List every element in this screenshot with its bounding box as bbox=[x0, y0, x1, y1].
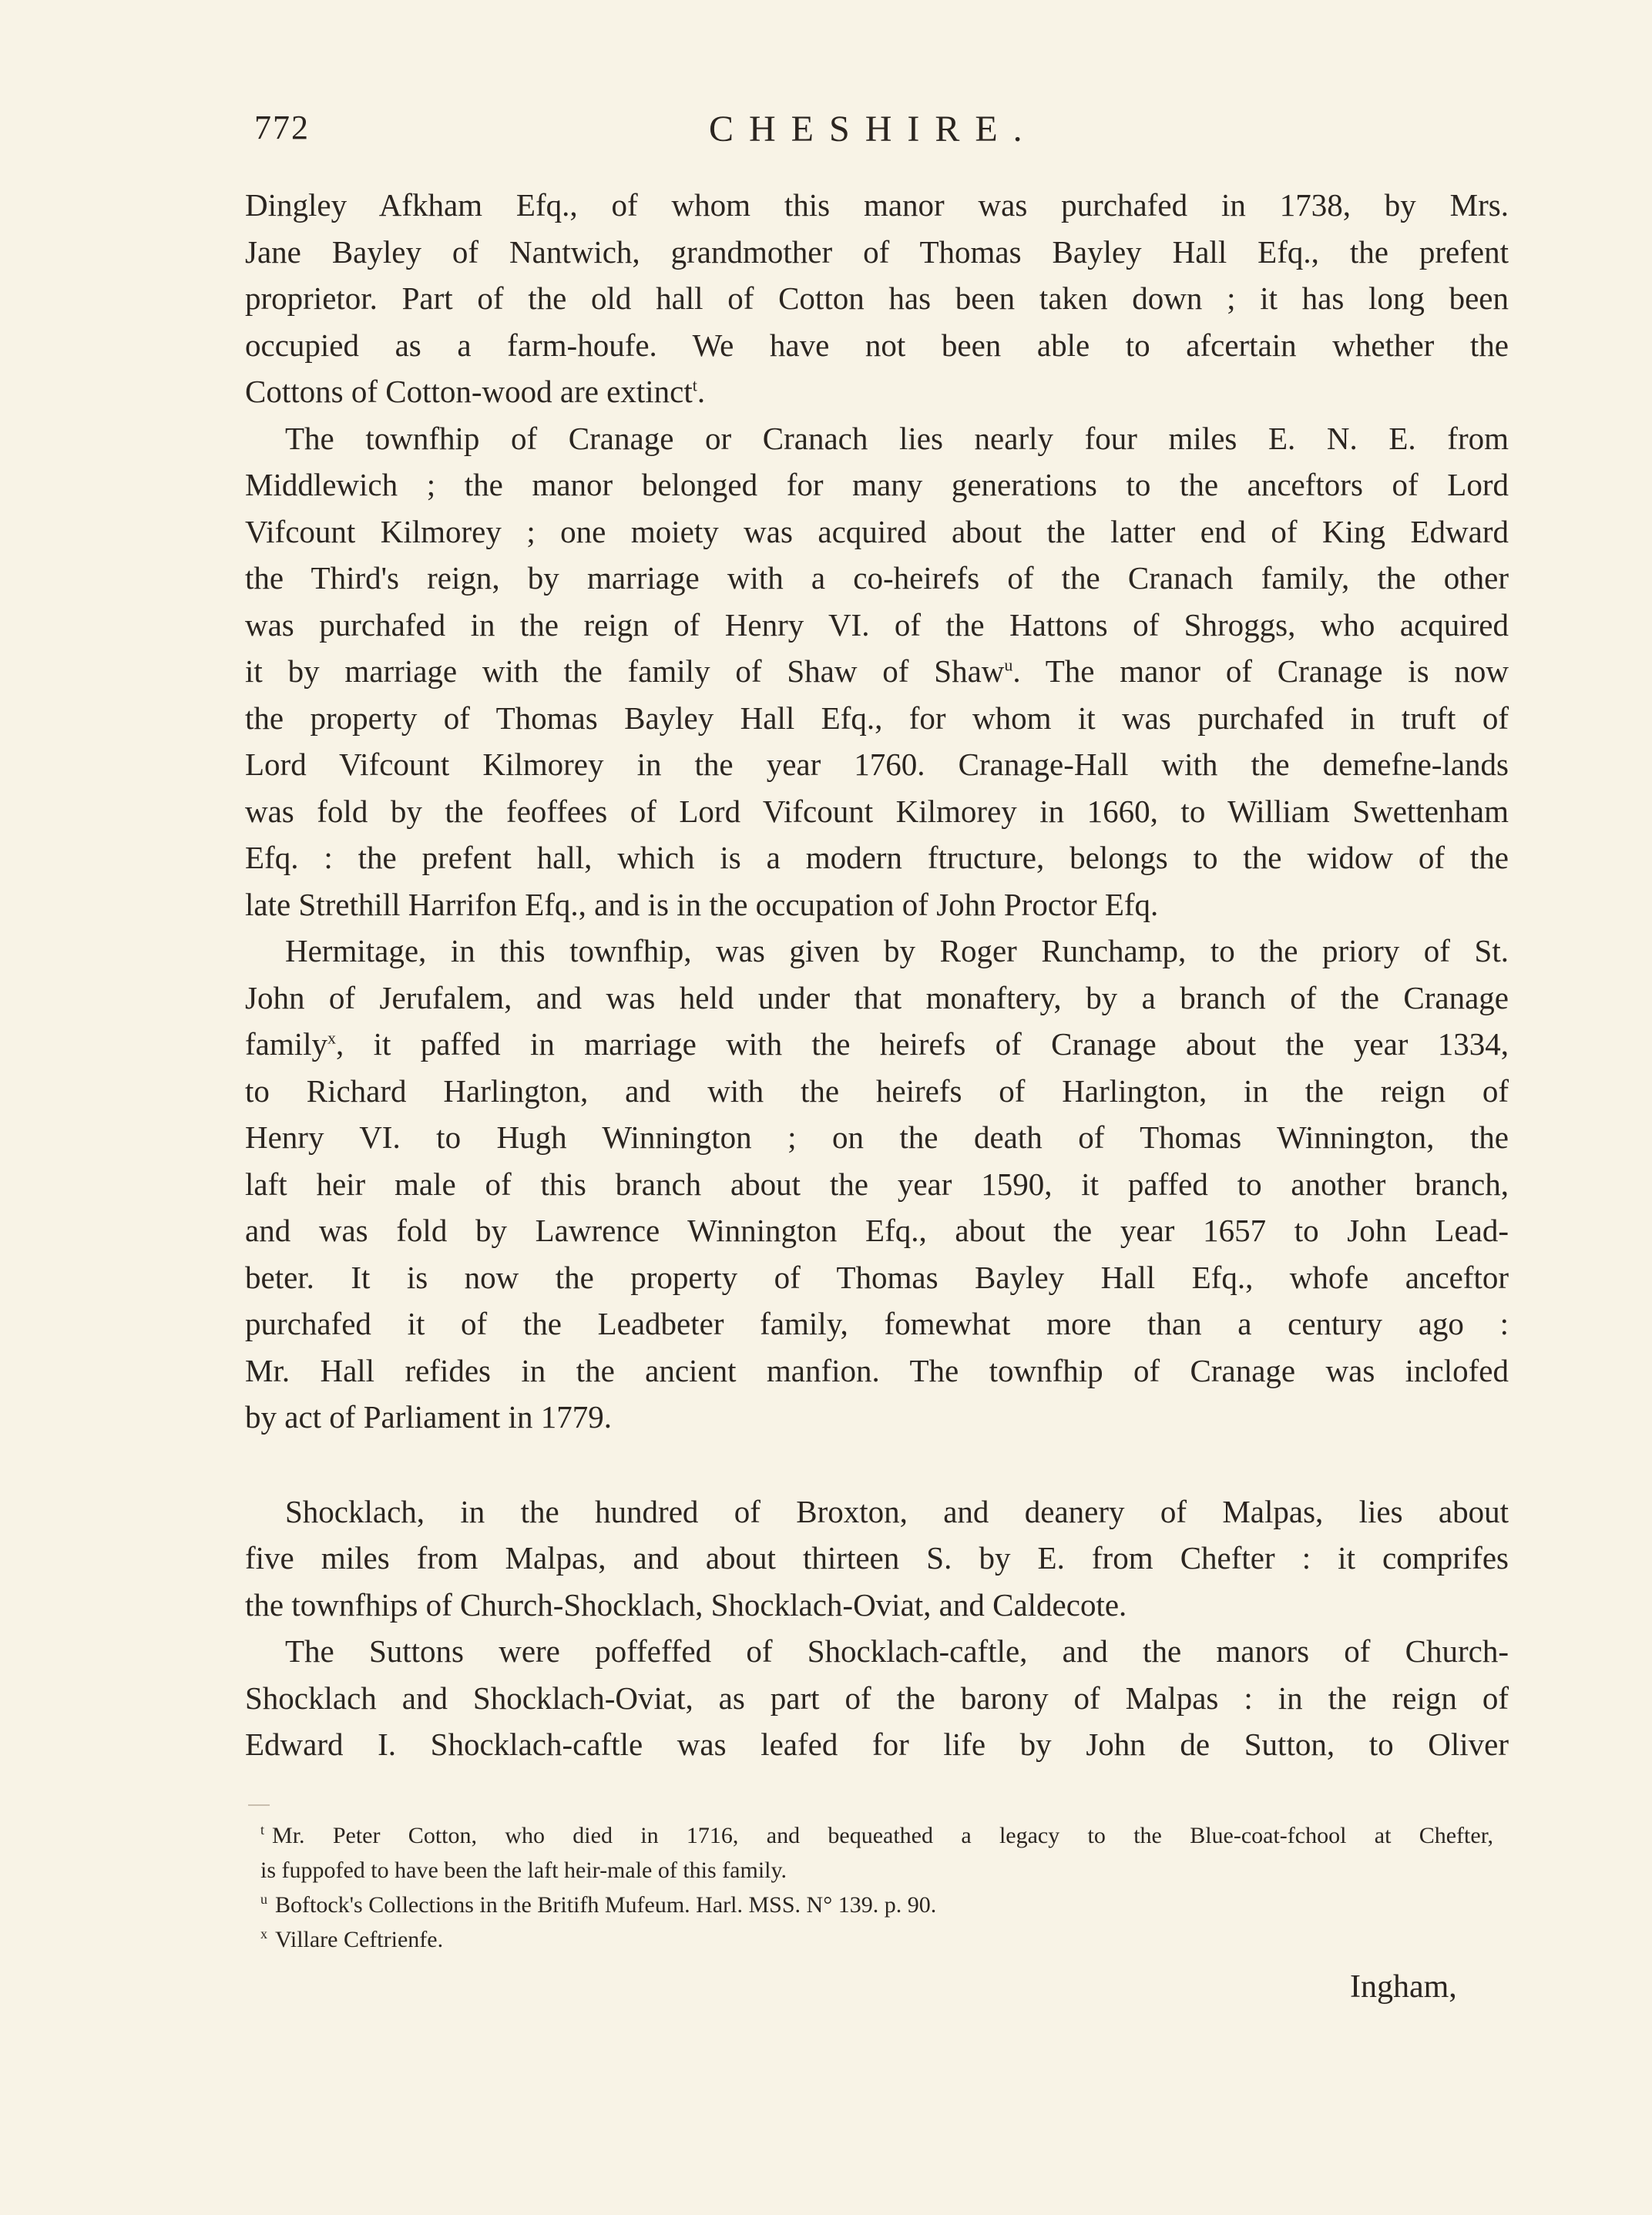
footnote-reference[interactable]: u bbox=[1004, 655, 1013, 675]
text-line-content: Edward I. Shocklach-caftle was leafed for life by John de Sutton, to Oliver bbox=[245, 1727, 1509, 1762]
text-line-content: five miles from Malpas, and about thirteen S. by E. from Chefter : it comprifes bbox=[245, 1540, 1509, 1576]
text-line-content: Hermitage, in this townfhip, was given by Roger Runchamp, to the priory of St. bbox=[285, 933, 1509, 968]
text-line bbox=[245, 182, 1509, 229]
text-line bbox=[245, 508, 1509, 555]
text-line-continuation: . The manor of Cranage is now bbox=[1012, 653, 1509, 689]
text-line bbox=[245, 1347, 1509, 1394]
paragraph-gap bbox=[245, 1441, 1509, 1488]
page-header bbox=[254, 108, 1526, 162]
text-line bbox=[245, 322, 1509, 369]
text-line-content: laft heir male of this branch about the year 1590, it paffed to another branch, bbox=[245, 1166, 1509, 1202]
footnote bbox=[260, 1818, 1493, 1853]
footnote-text: is fuppofed to have been the laft heir-male of this family. bbox=[260, 1858, 787, 1883]
text-line bbox=[245, 834, 1509, 881]
text-line bbox=[245, 602, 1509, 649]
text-line-content: by act of Parliament in 1779. bbox=[245, 1399, 612, 1435]
footnote bbox=[260, 1922, 1493, 1957]
running-title: CHESHIRE. bbox=[709, 109, 1038, 149]
footnote-reference[interactable]: x bbox=[327, 1028, 337, 1048]
text-line bbox=[245, 1254, 1509, 1301]
footnote-marker: u bbox=[260, 1891, 267, 1907]
text-line-content: Mr. Hall refides in the ancient manfion. The townfhip of Cranage was inclofed bbox=[245, 1352, 1509, 1388]
text-line-content: Lord Vifcount Kilmorey in the year 1760. Cranage-Hall with the demefne-lands bbox=[245, 747, 1509, 782]
text-line-content: The townfhip of Cranage or Cranach lies nearly four miles E. N. E. from bbox=[285, 420, 1509, 456]
text-line bbox=[245, 555, 1509, 602]
text-line bbox=[245, 1394, 1509, 1441]
text-line-content: to Richard Harlington, and with the heirefs of Harlington, in the reign of bbox=[245, 1072, 1509, 1109]
text-line bbox=[245, 1114, 1509, 1161]
text-line bbox=[245, 788, 1509, 835]
text-line bbox=[245, 648, 1509, 695]
text-line-continuation: , it paffed in marriage with the heirefs of Cranage about the year 1334, bbox=[336, 1026, 1509, 1062]
text-line bbox=[245, 275, 1509, 322]
footnotes bbox=[260, 1818, 1493, 1957]
text-line bbox=[245, 461, 1509, 508]
text-line-content: the townfhips of Church-Shocklach, Shocklach-Oviat, and Caldecote. bbox=[245, 1586, 1127, 1623]
text-line bbox=[245, 1068, 1509, 1115]
text-line bbox=[245, 1021, 1509, 1068]
text-line bbox=[245, 229, 1509, 276]
footnote bbox=[260, 1888, 1493, 1922]
text-line-content: it by marriage with the family of Shaw of Shaw bbox=[245, 653, 1005, 689]
footnote-text: Villare Ceftrienfe. bbox=[275, 1927, 444, 1952]
text-line bbox=[245, 415, 1509, 462]
text-line-content: The Suttons were poffeffed of Shocklach-caftle, and the manors of Church- bbox=[285, 1633, 1509, 1669]
footnote-text: Boftock's Collections in the Britifh Mufeum. Harl. MSS. N° 139. p. 90. bbox=[275, 1892, 937, 1918]
text-line bbox=[245, 1628, 1509, 1675]
text-line-content: Shocklach and Shocklach-Oviat, as part of the barony of Malpas : in the reign of bbox=[245, 1680, 1509, 1716]
footnote-rule bbox=[248, 1804, 270, 1806]
text-line bbox=[245, 1300, 1509, 1347]
text-line-content: Vifcount Kilmorey ; one moiety was acquired about the latter end of King Edward bbox=[245, 513, 1509, 549]
text-line-content: Shocklach, in the hundred of Broxton, and deanery of Malpas, lies about bbox=[285, 1493, 1509, 1529]
footnote bbox=[260, 1853, 1493, 1888]
text-line bbox=[245, 695, 1509, 742]
catchword: Ingham, bbox=[1350, 1969, 1457, 2005]
footnote-reference[interactable]: t bbox=[692, 375, 697, 395]
text-line-content: proprietor. Part of the old hall of Cotton has been taken down ; it has long been bbox=[245, 280, 1509, 316]
text-line-content: John of Jerufalem, and was held under that monaftery, by a branch of the Cranage bbox=[245, 979, 1509, 1015]
text-line bbox=[245, 975, 1509, 1022]
text-line-content: purchafed it of the Leadbeter family, fomewhat more than a century ago : bbox=[245, 1306, 1509, 1341]
text-line bbox=[245, 928, 1509, 975]
text-line bbox=[245, 1488, 1509, 1535]
text-line-content: family bbox=[245, 1026, 328, 1062]
text-line-content: Middlewich ; the manor belonged for many generations to the anceftors of Lord bbox=[245, 467, 1509, 502]
text-line bbox=[245, 368, 1509, 415]
footnote-text: Mr. Peter Cotton, who died in 1716, and bequeathed a legacy to the Blue-coat-fchool at Chefter, bbox=[272, 1823, 1493, 1848]
text-line-content: Jane Bayley of Nantwich, grandmother of Thomas Bayley Hall Efq., the prefent bbox=[245, 233, 1509, 270]
footnote-marker: x bbox=[260, 1926, 267, 1941]
page-number: 772 bbox=[254, 109, 310, 146]
text-line-content: Henry VI. to Hugh Winnington ; on the death of Thomas Winnington, the bbox=[245, 1119, 1509, 1155]
text-line-continuation: . bbox=[697, 374, 706, 409]
text-line-content: occupied as a farm-houfe. We have not been able to afcertain whether the bbox=[245, 327, 1509, 363]
text-line-content: Dingley Afkham Efq., of whom this manor was purchafed in 1738, by Mrs. bbox=[245, 187, 1509, 223]
text-line-content: was fold by the feoffees of Lord Vifcount Kilmorey in 1660, to William Swettenham bbox=[245, 793, 1509, 829]
text-line-content: beter. It is now the property of Thomas Bayley Hall Efq., whofe anceftor bbox=[245, 1259, 1509, 1295]
text-line bbox=[245, 1207, 1509, 1254]
footnote-marker: t bbox=[260, 1822, 265, 1837]
text-line bbox=[245, 1535, 1509, 1582]
text-line bbox=[245, 1161, 1509, 1208]
text-line-content: late Strethill Harrifon Efq., and is in the occupation of John Proctor Efq. bbox=[245, 886, 1159, 922]
text-line bbox=[245, 741, 1509, 788]
text-line bbox=[245, 1582, 1509, 1629]
text-line bbox=[245, 1675, 1509, 1722]
body-text bbox=[245, 182, 1509, 1768]
text-line-content: was purchafed in the reign of Henry VI. of the Hattons of Shroggs, who acquired bbox=[245, 606, 1509, 643]
text-line-content: and was fold by Lawrence Winnington Efq., about the year 1657 to John Lead- bbox=[245, 1213, 1509, 1248]
text-line-content: the property of Thomas Bayley Hall Efq., for whom it was purchafed in truft of bbox=[245, 700, 1509, 736]
text-line-content: the Third's reign, by marriage with a co-heirefs of the Cranach family, the other bbox=[245, 560, 1509, 596]
text-line-content: Cottons of Cotton-wood are extinct bbox=[245, 374, 693, 409]
text-line-content: Efq. : the prefent hall, which is a modern ftructure, belongs to the widow of the bbox=[245, 840, 1509, 875]
text-line bbox=[245, 881, 1509, 928]
text-line bbox=[245, 1721, 1509, 1768]
